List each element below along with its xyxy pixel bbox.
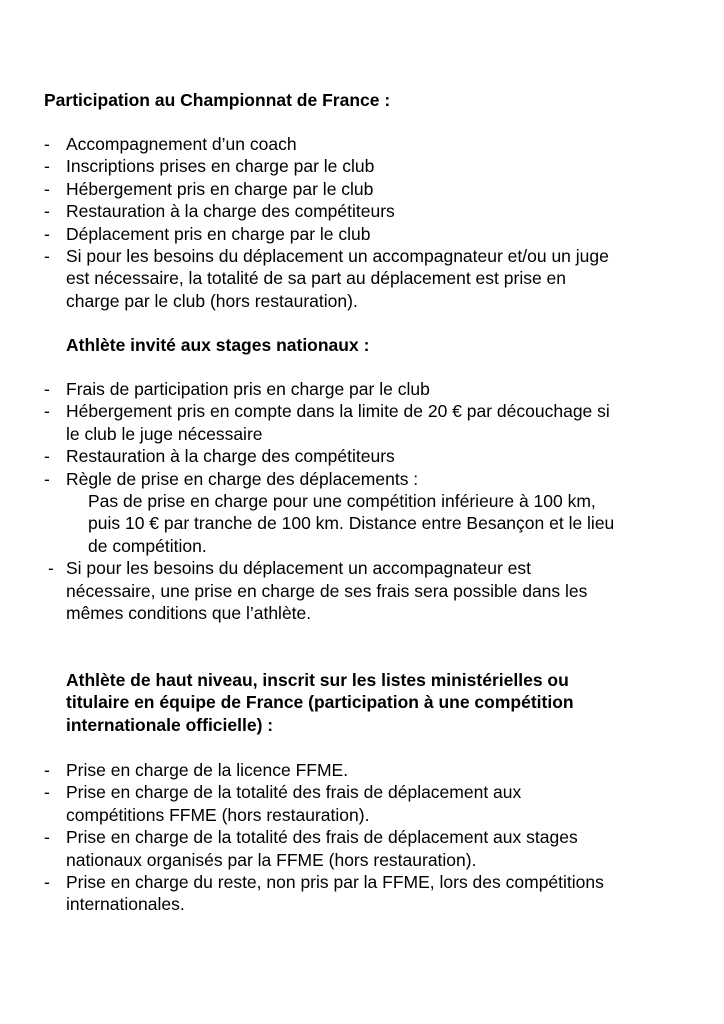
bullet-dash: - <box>44 446 50 467</box>
bullet-dash: - <box>48 558 54 579</box>
bullet-dash: - <box>44 468 50 489</box>
bullet-dash: - <box>44 760 50 780</box>
bullet-dash: - <box>44 401 50 422</box>
list-item: - Déplacement pris en charge par le club <box>44 223 371 244</box>
bullet-dash: - <box>44 827 50 848</box>
list-item: - Règle de prise en charge des déplacements : Pas de prise en charge pour une compétition inférieure à 100 km, puis 10 € par tranche de 100 km. Distance entre Besançon et le lieu de compétition. <box>44 468 615 556</box>
list-item: - Prise en charge du reste, non pris par la FFME, lors des compétitions internationales. <box>44 872 604 915</box>
bullet-dash: - <box>44 201 50 222</box>
list-haut-niveau <box>0 759 724 916</box>
section-heading-stages: Athlète invité aux stages nationaux : <box>66 335 370 355</box>
bullet-dash: - <box>44 872 50 893</box>
list-item: - Hébergement pris en compte dans la limite de 20 € par découchage si le club le juge nécessaire <box>44 401 610 444</box>
bullet-dash: - <box>44 246 50 267</box>
list-item: - Inscriptions prises en charge par le club <box>44 156 375 177</box>
bullet-dash: - <box>44 223 50 244</box>
section-heading-championnat: Participation au Championnat de France : <box>44 90 391 110</box>
section-heading-haut-niveau: Athlète de haut niveau, inscrit sur les listes ministérielles ou titulaire en équipe de France (participation à une compétition internationale officielle) : <box>66 670 574 735</box>
list-stages <box>0 378 724 624</box>
list-item: - Si pour les besoins du déplacement un accompagnateur est nécessaire, une prise en charge de ses frais sera possible dans les mêmes conditions que l’athlète. <box>48 558 588 624</box>
list-item: - Accompagnement d’un coach <box>44 134 297 154</box>
list-item: - Prise en charge de la totalité des frais de déplacement aux stages nationaux organisés par la FFME (hors restauration). <box>44 827 578 870</box>
bullet-dash: - <box>44 379 50 399</box>
list-item: - Frais de participation pris en charge par le club <box>44 379 430 399</box>
list-item: - Si pour les besoins du déplacement un accompagnateur et/ou un juge est nécessaire, la totalité de sa part au déplacement est prise en charge par le club (hors restauration). <box>44 246 609 311</box>
list-item: - Hébergement pris en charge par le club <box>44 178 374 199</box>
list-championnat <box>0 133 724 312</box>
list-item: - Restauration à la charge des compétiteurs <box>44 446 395 467</box>
bullet-dash: - <box>44 178 50 199</box>
list-item: - Prise en charge de la licence FFME. <box>44 760 349 780</box>
list-item: - Restauration à la charge des compétiteurs <box>44 201 395 222</box>
bullet-dash: - <box>44 782 50 803</box>
bullet-dash: - <box>44 156 50 177</box>
list-item: - Prise en charge de la totalité des frais de déplacement aux compétitions FFME (hors restauration). <box>44 782 522 825</box>
bullet-dash: - <box>44 134 50 154</box>
